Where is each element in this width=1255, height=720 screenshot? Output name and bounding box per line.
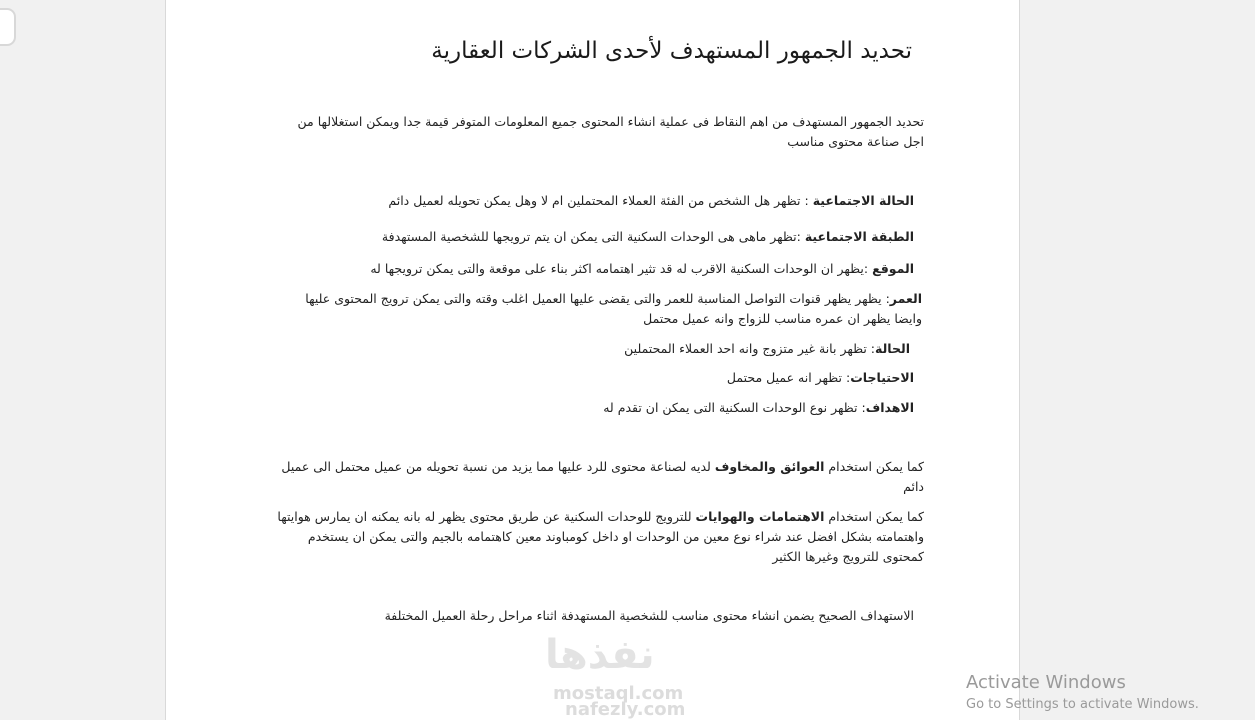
item-goals: [603, 398, 914, 418]
item-text: : تظهر بانة غير متزوج وانه احد العملاء المحتملين: [624, 341, 876, 356]
closing-paragraph: الاستهداف الصحيح يضمن انشاء محتوى مناسب للشخصية المستهدفة اثناء مراحل رحلة العميل المختلفة: [384, 608, 914, 623]
item-age: [282, 289, 922, 329]
item-location: [370, 259, 914, 279]
item-text: : يظهر يظهر قنوات التواصل المناسبة للعمر والتى يقضى عليها العميل اغلب وقته والتى يمكن ترويج المحتوى عليها وايضا يظهر ان عمره مناسب للزواج وانه عميل محتمل: [305, 291, 922, 326]
activate-subtext: Go to Settings to activate Windows.: [966, 697, 1199, 712]
item-key: الطبقة الاجتماعية: [804, 229, 914, 244]
item-social-class: [382, 227, 914, 247]
paragraph-text: لديه لصناعة محتوى للرد عليها مما يزيد من نسبة تحويله من عميل محتمل الى عميل دائم: [281, 459, 924, 494]
activate-windows-notice: [966, 672, 1199, 712]
item-marital: [624, 339, 910, 359]
side-tab: [0, 8, 16, 46]
paragraph-key: العوائق والمخاوف: [714, 459, 825, 474]
paragraph-text: كما يمكن استخدام: [824, 509, 924, 524]
item-key: الموقع: [872, 261, 914, 276]
item-key: الاهداف: [865, 400, 914, 415]
item-social-status: [388, 191, 914, 211]
item-text: : تظهر هل الشخص من الفئة العملاء المحتملين ام لا وهل يمكن تحويله لعميل دائم: [388, 193, 813, 208]
paragraph-text: للترويج للوحدات السكنية عن طريق محتوى يظهر له بانه يمكنه ان يمارس هوايتها واهتمامته بشكل افضل عند شراء نوع معين من الوحدات او داخل كومباوند معين كاهتمامه بالجيم والتى يمكن ان يستخدم كمحتوى للترويج وغيرها الكثير: [277, 509, 924, 564]
intro-paragraph: [274, 112, 924, 152]
watermark-logo: نفذها: [545, 632, 655, 678]
document-page: [165, 0, 1020, 720]
paragraph-text: كما يمكن استخدام: [824, 459, 924, 474]
item-text: :تظهر ماهى هى الوحدات السكنية التى يمكن ان يتم ترويجها للشخصية المستهدفة: [381, 229, 805, 244]
paragraph-obstacles: [274, 457, 924, 497]
document-title: تحديد الجمهور المستهدف لأحدى الشركات العقارية: [431, 38, 912, 64]
item-text: : تظهر نوع الوحدات السكنية التى يمكن ان تقدم له: [603, 400, 866, 415]
activate-heading: Activate Windows: [966, 672, 1126, 693]
watermark-site-nafezly: nafezly.com: [565, 699, 686, 720]
item-key: الحالة: [875, 341, 910, 356]
item-text: : تظهر انه عميل محتمل: [726, 370, 851, 385]
intro-text: تحديد الجمهور المستهدف من اهم النقاط فى عملية انشاء المحتوى جميع المعلومات المتوفر قيمة جدا ويمكن استغلالها من اجل صناعة محتوى مناسب: [297, 114, 924, 149]
item-key: العمر: [889, 291, 922, 306]
item-needs: [727, 368, 914, 388]
paragraph-interests: [274, 507, 924, 567]
watermark-site-mostaql: mostaql.com: [553, 683, 684, 704]
paragraph-key: الاهتمامات والهوايات: [695, 509, 825, 524]
item-key: الحالة الاجتماعية: [812, 193, 914, 208]
item-text: :يظهر ان الوحدات السكنية الاقرب له قد تثير اهتمامه اكثر بناء على موقعة والتى يمكن ترويجها له: [370, 261, 873, 276]
item-key: الاحتياجات: [850, 370, 914, 385]
